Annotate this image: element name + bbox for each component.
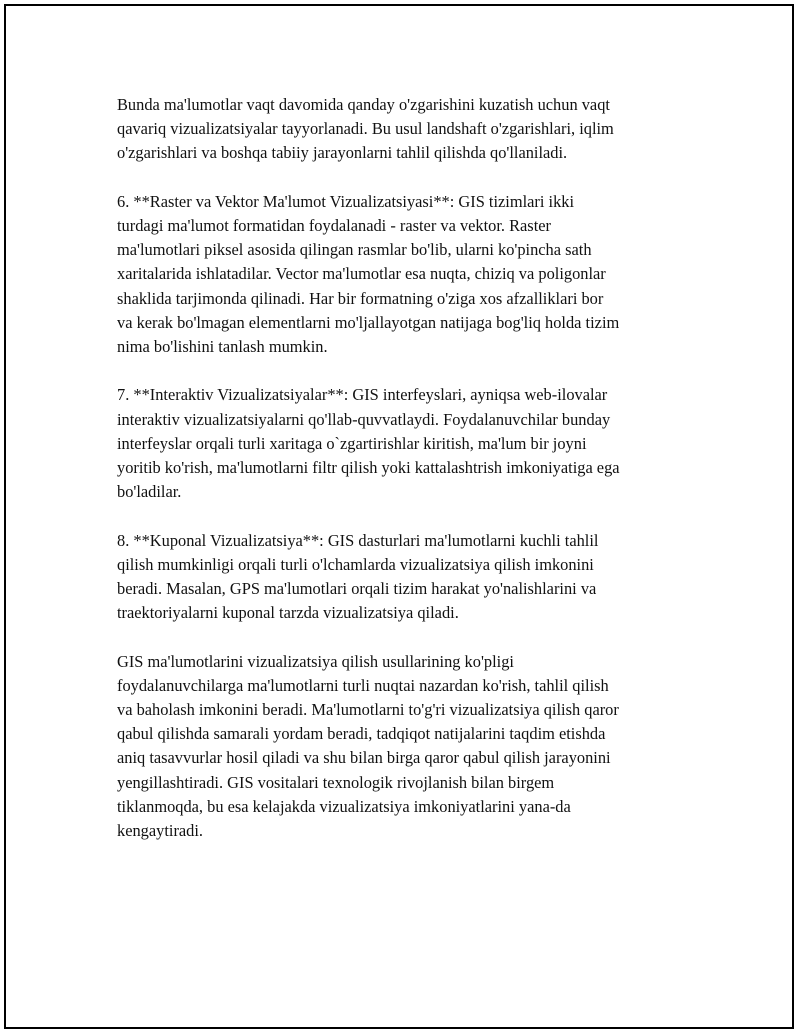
text-line: xaritalarida ishlatadilar. Vector ma'lumotlar esa nuqta, chiziq va poligonlar (117, 264, 606, 284)
text-line: traektoriyalarni kuponal tarzda vizualizatsiya qiladi. (117, 603, 459, 623)
text-line: va baholash imkonini beradi. Ma'lumotlarni to'g'ri vizualizatsiya qilish qaror (117, 700, 619, 720)
text-line: 6. **Raster va Vektor Ma'lumot Vizualizatsiyasi**: GIS tizimlari ikki (117, 191, 575, 211)
text-line: nima bo'lishini tanlash mumkin. (117, 337, 328, 357)
text-line: GIS ma'lumotlarini vizualizatsiya qilish usullarining ko'pligi (117, 651, 514, 671)
text-line: o'zgarishlari va boshqa tabiiy jarayonlarni tahlil qilishda qo'llaniladi. (117, 143, 568, 163)
document-body (117, 93, 692, 867)
text-line: Bunda ma'lumotlar vaqt davomida qanday o'zgarishini kuzatish uchun vaqt (117, 95, 610, 114)
text-line: yengillashtiradi. GIS vositalari texnologik rivojlanish bilan birgem (117, 772, 555, 792)
text-line: qabul qilishda samarali yordam beradi, tadqiqot natijalarini taqdim etishda (117, 724, 606, 744)
text-line: kengaytiradi. (117, 821, 204, 841)
text-line: qilish mumkinligi orqali turli o'lchamlarda vizualizatsiya qilish imkonini (117, 554, 594, 574)
text-line: 8. **Kuponal Vizualizatsiya**: GIS dasturlari ma'lumotlarni kuchli tahlil (117, 530, 599, 550)
text-line: beradi. Masalan, GPS ma'lumotlari orqali tizim harakat yo'nalishlarini va (117, 579, 597, 599)
paragraph-conclusion (117, 650, 692, 844)
text-line: shaklida tarjimonda qilinadi. Har bir formatning o'ziga xos afzalliklari bor (117, 288, 604, 308)
text-line: yoritib ko'rish, ma'lumotlarni filtr qilish yoki kattalashtrish imkoniyatiga ega (117, 458, 620, 478)
text-line: turdagi ma'lumot formatidan foydalanadi - raster va vektor. Raster (117, 216, 551, 235)
paragraph-item-8 (117, 529, 692, 626)
paragraph-intro (117, 93, 692, 166)
paragraph-item-7 (117, 383, 692, 504)
text-line: bo'ladilar. (117, 482, 182, 502)
text-line: qavariq vizualizatsiyalar tayyorlanadi. Bu usul landshaft o'zgarishlari, iqlim (117, 119, 614, 139)
text-line: va kerak bo'lmagan elementlarni mo'ljallayotgan natijaga bog'liq holda tizim (117, 312, 620, 332)
text-line: ma'lumotlari piksel asosida qilingan rasmlar bo'lib, ularni ko'pincha sath (117, 240, 592, 260)
text-line: interfeyslar orqali turli xaritaga o`zgartirishlar kiritish, ma'lum bir joyni (117, 433, 587, 453)
paragraph-item-6 (117, 190, 692, 359)
text-line: interaktiv vizualizatsiyalarni qo'llab-quvvatlaydi. Foydalanuvchilar bunday (117, 409, 611, 429)
text-line: tiklanmoqda, bu esa kelajakda vizualizatsiya imkoniyatlarini yana-da (117, 796, 571, 816)
text-line: 7. **Interaktiv Vizualizatsiyalar**: GIS interfeyslari, ayniqsa web-ilovalar (117, 385, 608, 405)
text-line: aniq tasavvurlar hosil qiladi va shu bilan birga qaror qabul qilish jarayonini (117, 748, 611, 768)
text-line: foydalanuvchilarga ma'lumotlarni turli nuqtai nazardan ko'rish, tahlil qilish (117, 675, 609, 695)
